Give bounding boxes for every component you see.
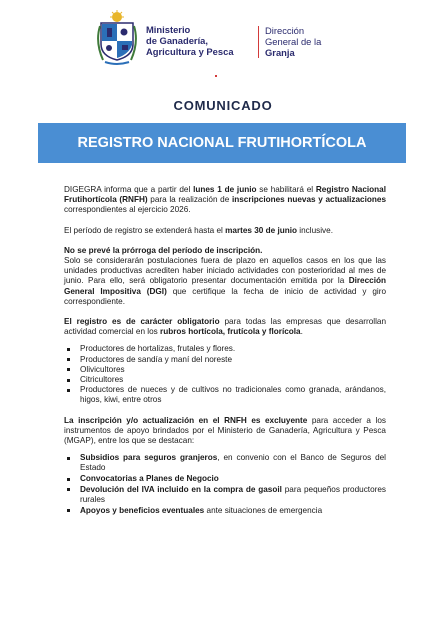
text-bold: Convocatorias a Planes de Negocio	[80, 474, 219, 484]
text: inclusive.	[297, 225, 333, 235]
support-paragraph	[64, 416, 386, 447]
text: ante situaciones de emergencia	[204, 505, 323, 515]
header-divider	[258, 26, 259, 58]
end-date: martes 30 de junio	[225, 225, 298, 235]
text: .	[300, 327, 303, 337]
text: El período de registro se extenderá hasta el	[64, 225, 226, 235]
coat-of-arms-icon	[95, 10, 139, 66]
text-bold: Apoyos y beneficios eventuales	[80, 505, 205, 515]
start-date: lunes 1 de junio	[193, 185, 257, 194]
text: para acceder a los instrumentos de apoyo brindados por el Ministerio de Ganadería, Agricultura y Pesca (MGAP), entre los que se destacan:	[64, 415, 386, 446]
ministry-line: Agricultura y Pesca	[146, 46, 234, 57]
list-item	[64, 485, 386, 505]
text: , en convenio con el Banco de Seguros del Estado	[80, 453, 387, 473]
registry-name: Registro Nacional Frutihortícola (RNFH)	[64, 185, 386, 205]
text: para la realización de	[147, 195, 232, 205]
list-item: Productores de hortalizas, frutales y flores.	[64, 344, 386, 354]
ministry-line: Ministerio	[146, 24, 191, 35]
text-bold: inscripciones nuevas y actualizaciones	[231, 195, 386, 205]
text-bold: No se prevé la prórroga del período de inscripción.	[64, 245, 263, 255]
list-item	[64, 474, 386, 484]
period-paragraph	[64, 226, 386, 236]
text: que certifique la fecha de inicio de actividad y giro correspondiente.	[64, 286, 386, 306]
text: Solo se considerarán postulaciones fuera de plazo en aquellos casos en los que las unidades productivas acrediten haber iniciado actividades con posterioridad al mes de junio. Para ello, será obligatorio presentar documentación emitida por la	[64, 256, 386, 286]
ministry-line: de Ganadería,	[146, 35, 209, 46]
text-bold: Dirección General Impositiva (DGI)	[64, 276, 386, 296]
document-body	[64, 185, 386, 516]
extension-paragraph	[64, 246, 386, 307]
list-item	[64, 453, 386, 473]
text-bold: Devolución del IVA incluido en la compra de gasoil	[80, 484, 282, 494]
producer-list	[64, 344, 386, 405]
text-bold: Subsidios para seguros granjeros	[80, 453, 218, 463]
list-item	[64, 506, 386, 516]
banner-title: REGISTRO NACIONAL FRUTIHORTÍCOLA	[77, 135, 367, 151]
text: para todas las empresas que desarrollan actividad comercial en los	[64, 317, 386, 337]
header	[0, 0, 446, 76]
obligation-paragraph	[64, 317, 386, 337]
ministry-name	[146, 24, 258, 57]
list-item: Citricultores	[64, 375, 386, 385]
direction-name	[265, 25, 355, 58]
text: se habilitará el	[256, 185, 316, 194]
text-bold: rubros hortícola, frutícola y florícola	[160, 327, 301, 337]
text: para pequeños productores rurales	[80, 484, 386, 505]
title-banner	[38, 123, 406, 163]
intro-paragraph	[64, 185, 386, 216]
page-title: COMUNICADO	[173, 98, 273, 113]
direction-line: General de la	[265, 36, 322, 47]
list-item: Olivicultores	[64, 365, 386, 375]
direction-line: Granja	[265, 47, 295, 58]
text-bold: La inscripción y/o actualización en el RNFH es excluyente	[64, 415, 308, 425]
list-item: Productores de nueces y de cultivos no tradicionales como granada, arándanos, higos, kiwi, entre otros	[64, 385, 386, 405]
list-item: Productores de sandía y maní del noreste	[64, 355, 386, 365]
accent-dot	[215, 75, 217, 77]
text: DIGEGRA informa que a partir del	[64, 185, 194, 194]
text: correspondientes al ejercicio 2026.	[64, 205, 191, 215]
support-list	[64, 453, 386, 516]
text-bold: El registro es de carácter obligatorio	[64, 317, 220, 327]
direction-line: Dirección	[265, 25, 305, 36]
